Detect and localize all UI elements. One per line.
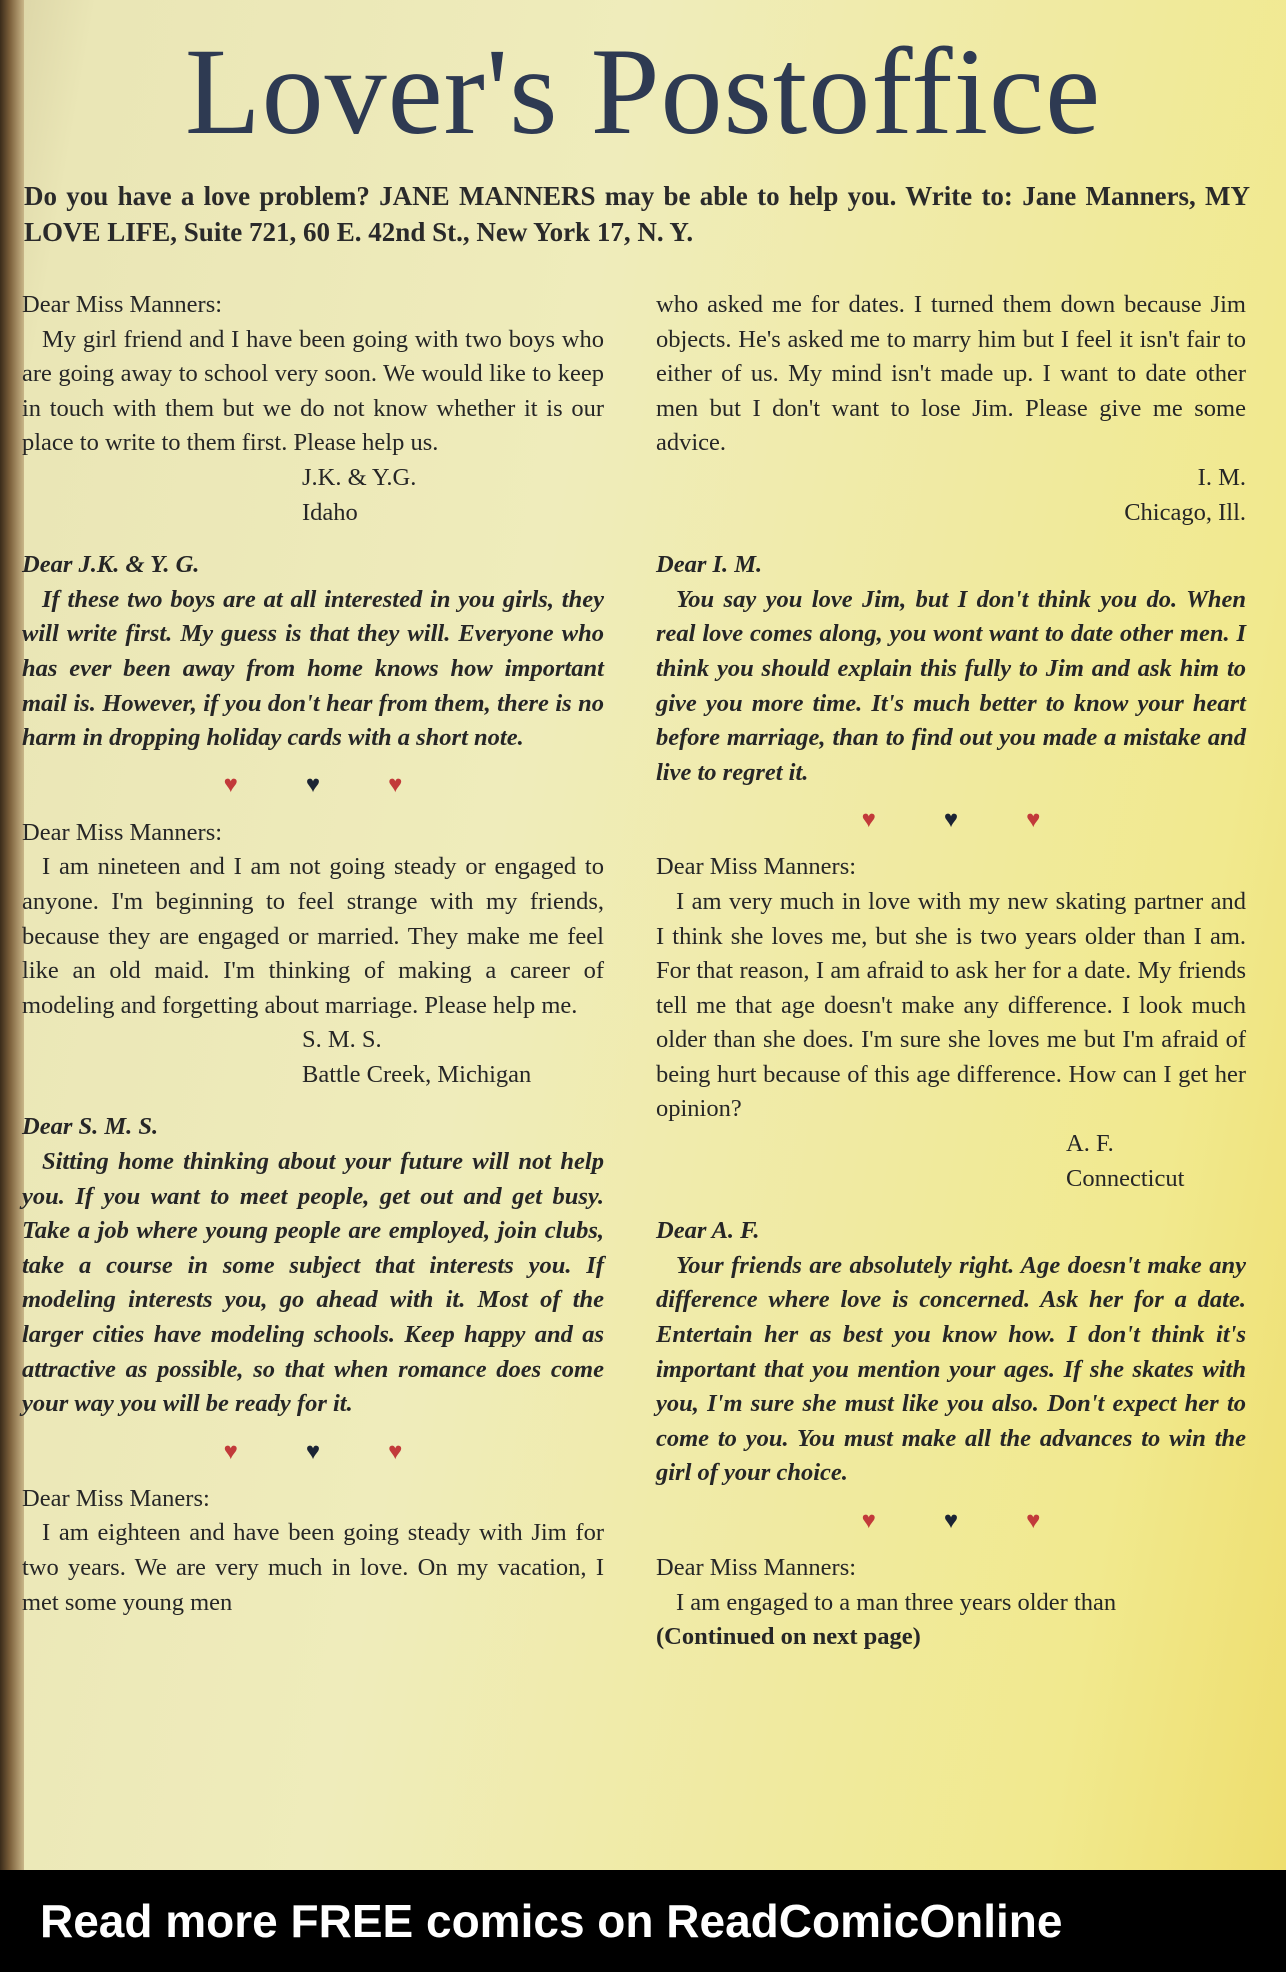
heart-divider	[22, 756, 604, 816]
reply-body: If these two boys are at all interested in you girls, they will write first. My guess is that they will. Everyone who has ever been away from home knows how important mail is. However, if you don't hear from them, there is no harm in dropping holiday cards with a short note.	[22, 585, 604, 752]
letter-salutation: Dear Miss Manners:	[656, 1554, 857, 1581]
reply-body: Your friends are absolutely right. Age doesn't make any difference where love is concerned. Ask her for a date. Entertain her as best you know how. I don't think it's important that you mention your ages. If she skates with you, I'm sure she must like you also. Don't expect her to come to you. You must make all the advances to win the girl of your choice.	[656, 1251, 1246, 1487]
heart-icon: ♥	[1026, 1507, 1041, 1534]
letter-signature: A. F.	[1066, 1130, 1114, 1158]
letter-signature: J.K. & Y.G.	[302, 463, 417, 491]
letter-signature: S. M. S.	[302, 1026, 382, 1054]
letter-body: I am engaged to a man three years older than	[676, 1588, 1117, 1616]
letter-salutation: Dear Miss Manners:	[22, 818, 223, 846]
left-column	[22, 288, 604, 1620]
footer-banner[interactable]: Read more FREE comics on ReadComicOnline	[0, 1870, 1286, 1972]
right-column	[656, 288, 1246, 1655]
heart-icon: ♥	[861, 1507, 876, 1534]
reply-body: You say you love Jim, but I don't think you do. When real love comes along, you wont want to date other men. I think you should explain this fully to Jim and ask him to give you more time. It's much better to know your heart before marriage, than to find out you made a mistake and live to regret it.	[656, 585, 1246, 786]
heart-icon: ♥	[305, 1438, 321, 1465]
heart-icon: ♥	[943, 807, 959, 834]
reply-salutation: Dear I. M.	[656, 551, 763, 579]
heart-divider	[656, 790, 1246, 850]
letter-body: I am nineteen and I am not going steady or engaged to anyone. I'm beginning to feel strange with my friends, because they are engaged or married. They make me feel like an old maid. I'm thinking of making a career of modeling and forgetting about marriage. Please help me.	[22, 853, 604, 1019]
letter-location: Chicago, Ill.	[1124, 498, 1246, 526]
page-title: Lover's Postoffice	[184, 23, 1102, 160]
page-spine	[0, 0, 24, 1870]
heart-icon: ♥	[388, 772, 403, 799]
letter-body-continued: who asked me for dates. I turned them down because Jim objects. He's asked me to marry him but I feel it isn't fair to either of us. My mind isn't made up. I want to date other men but I don't want to lose Jim. Please give me some advice.	[656, 291, 1246, 457]
heart-divider	[22, 1422, 604, 1482]
letter-salutation: Dear Miss Manners:	[22, 291, 223, 318]
letter-salutation: Dear Miss Maners:	[22, 1484, 210, 1512]
reply-salutation: Dear A. F.	[656, 1217, 760, 1245]
letter-salutation: Dear Miss Manners:	[656, 853, 857, 881]
heart-icon: ♥	[1026, 807, 1041, 834]
letter-location: Connecticut	[1066, 1164, 1185, 1192]
heart-icon: ♥	[223, 772, 238, 799]
heart-divider	[656, 1491, 1246, 1551]
letter-body: I am very much in love with my new skating partner and I think she loves me, but she is two years older than I am. For that reason, I am afraid to ask her for a date. My friends tell me that age doesn't make any difference. I look much older than she does. I'm sure she loves me but I'm afraid of being hurt because of this age difference. How can I get her opinion?	[656, 887, 1246, 1123]
intro-text: Do you have a love problem? JANE MANNERS may be able to help you. Write to: Jane Manners, MY LOVE LIFE, Suite 721, 60 E. 42nd St., New York 17, N. Y.	[24, 181, 1250, 248]
letter-body: My girl friend and I have been going with two boys who are going away to school very soon. We would like to keep in touch with them but we do not know whether it is our place to write to them first. Please help us.	[22, 325, 604, 457]
heart-icon: ♥	[223, 1438, 238, 1465]
letter-signature: I. M.	[1197, 463, 1246, 491]
heart-icon: ♥	[388, 1438, 403, 1465]
heart-icon: ♥	[305, 772, 321, 799]
letter-body: I am eighteen and have been going steady with Jim for two years. We are very much in love. On my vacation, I met some young men	[22, 1519, 604, 1616]
reply-salutation: Dear J.K. & Y. G.	[22, 551, 200, 579]
letter-location: Idaho	[302, 498, 358, 526]
reply-salutation: Dear S. M. S.	[22, 1113, 159, 1141]
reply-body: Sitting home thinking about your future will not help you. If you want to meet people, get out and get busy. Take a job where young people are employed, join clubs, take a course in some subject that interests you. If modeling interests you, go ahead with it. Most of the larger cities have modeling schools. Keep happy and as attractive as possible, so that when romance does come your way you will be ready for it.	[22, 1148, 604, 1418]
continued-notice: (Continued on next page)	[656, 1623, 921, 1651]
heart-icon: ♥	[861, 807, 876, 834]
letter-location: Battle Creek, Michigan	[302, 1060, 532, 1088]
heart-icon: ♥	[943, 1507, 959, 1534]
